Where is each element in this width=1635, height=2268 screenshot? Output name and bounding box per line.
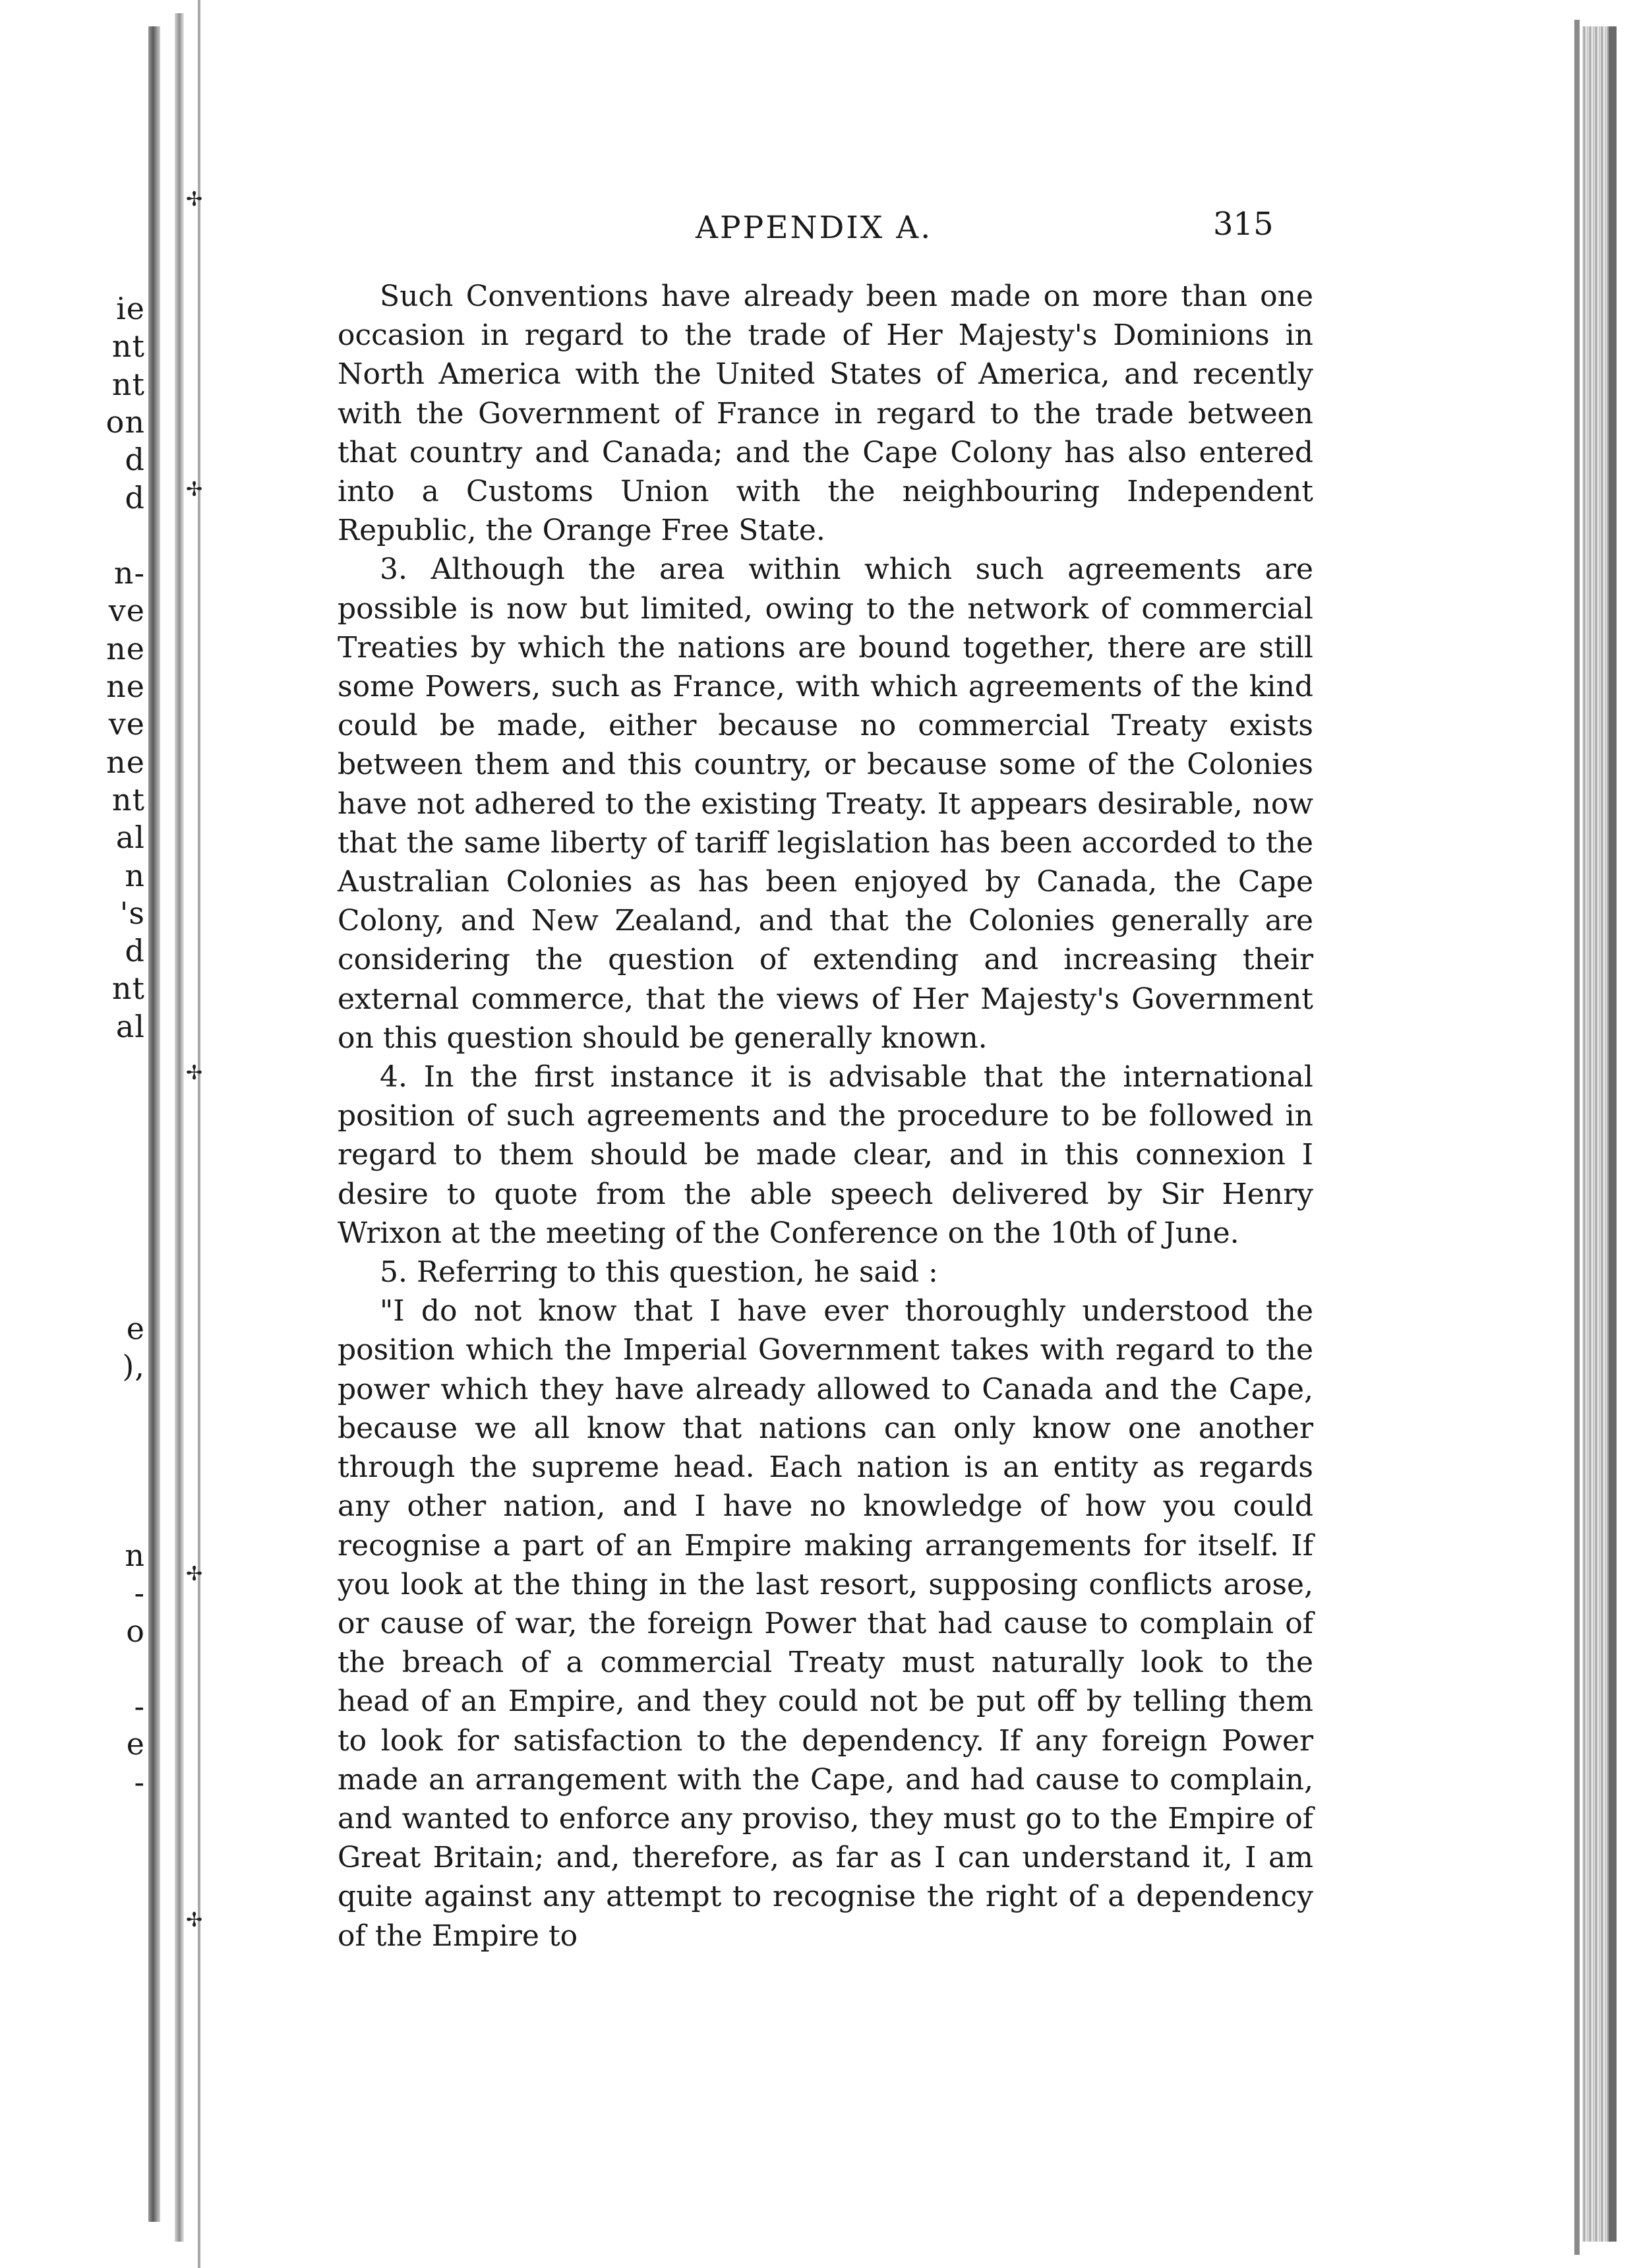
left-page-fragment: nt	[111, 970, 145, 1007]
paragraph-4: 4. In the first instance it is advisable that the international position of such agreements and the procedure to be followed in regard to them should be made clear, and in this connexion I desire to quote from the able speech delivered by Sir Henry Wrixon at the meeting of the Conference on the 10th of June.	[338, 1060, 1313, 1250]
page-number: 315	[1213, 206, 1274, 243]
running-header: APPENDIX A.	[696, 210, 933, 246]
left-page-fragment: e	[126, 1311, 145, 1347]
left-page-fragment: nt	[111, 366, 145, 402]
left-page-fragment: nt	[111, 328, 145, 365]
binding-thread-mark: ✢	[186, 478, 203, 501]
page-stack-edge	[1582, 26, 1609, 2242]
left-page-fragment: d	[125, 442, 145, 478]
left-page-fragment: on	[105, 403, 145, 440]
paragraph-5: 5. Referring to this question, he said :	[380, 1255, 938, 1290]
left-page-fragment: o	[126, 1613, 145, 1649]
left-page-fragment: ne	[106, 744, 145, 780]
left-page-fragment: nt	[111, 781, 145, 818]
paragraph-conventions: Such Conventions have already been made on more than one occasion in regard to the trade of Her Majesty's Dominions in North America with the United States of America, and recently with the Government of France in regard to the trade between that country and Canada; and the Cape Colony has also entered into a Customs Union with the neighbouring Independent Republic, the Orange Free State.	[338, 280, 1313, 548]
binding-thread-mark: ✢	[186, 188, 203, 211]
left-page-fragment: n	[125, 857, 145, 893]
left-page-fragment: e	[126, 1726, 145, 1762]
left-page-fragment: n-	[113, 555, 145, 591]
left-page-edge	[0, 0, 155, 2268]
left-page-fragment: ),	[122, 1348, 145, 1385]
left-page-fragment: -	[134, 1688, 145, 1725]
left-page-fragment: d	[125, 479, 145, 516]
left-page-fragment: n	[125, 1537, 145, 1573]
left-page-fragment: ne	[106, 669, 145, 704]
left-page-fragment: ve	[108, 593, 145, 629]
binding-gutter	[148, 26, 160, 2222]
binding-thread-mark: ✢	[186, 1909, 203, 1932]
binding-thread-mark: ✢	[186, 1061, 203, 1085]
left-page-fragment: al	[115, 1008, 145, 1044]
left-page-fragment: d	[125, 933, 145, 969]
left-page-fragment: al	[115, 820, 145, 856]
body-text	[338, 277, 1313, 1955]
left-page-fragment: ne	[106, 630, 145, 667]
binding-thread-mark: ✢	[186, 1563, 203, 1586]
left-page-fragment: 's	[119, 895, 145, 931]
left-page-fragment: -	[134, 1764, 145, 1800]
left-page-fragment: ie	[116, 291, 145, 326]
binding-gutter-shadow	[175, 13, 184, 2242]
right-page-edge	[1574, 20, 1580, 2255]
left-page-fragment: -	[134, 1575, 145, 1611]
left-page-fragment: ve	[108, 706, 145, 742]
quotation-paragraph: "I do not know that I have ever thoroughly understood the position which the Imperial Government takes with regard to the power which they have already allowed to Canada and the Cape, because we all know that nations can only know one another through the supreme head. Each nation is an entity as regards any other nation, and I have no knowledge of how you could recognise a part of an Empire making arrangements for itself. If you look at the thing in the last resort, supposing conflicts arose, or cause of war, the foreign Power that had cause to complain of the breach of a commercial Treaty must naturally look to the head of an Empire, and they could not be put off by telling them to look for satisfaction to the dependency. If any foreign Power made an arrangement with the Cape, and had cause to complain, and wanted to enforce any proviso, they must go to the Empire of Great Britain; and, therefore, as far as I can understand it, I am quite against any attempt to recognise the right of a dependency of the Empire to	[338, 1294, 1313, 1953]
book-cover-edge	[1609, 26, 1617, 2242]
paragraph-3: 3. Although the area within which such agreements are possible is now but limited, owing to the network of commercial Treaties by which the nations are bound together, there are still some Powers, such as France, with which agreements of the kind could be made, either because no commercial Treaty exists between them and this country, or because some of the Colonies have not adhered to the existing Treaty. It appears desirable, now that the same liberty of tariff legislation has been accorded to the Australian Colonies as has been enjoyed by Canada, the Cape Colony, and New Zealand, and that the Colonies generally are considering the question of extending and increasing their external commerce, that the views of Her Majesty's Government on this question should be generally known.	[338, 552, 1313, 1055]
